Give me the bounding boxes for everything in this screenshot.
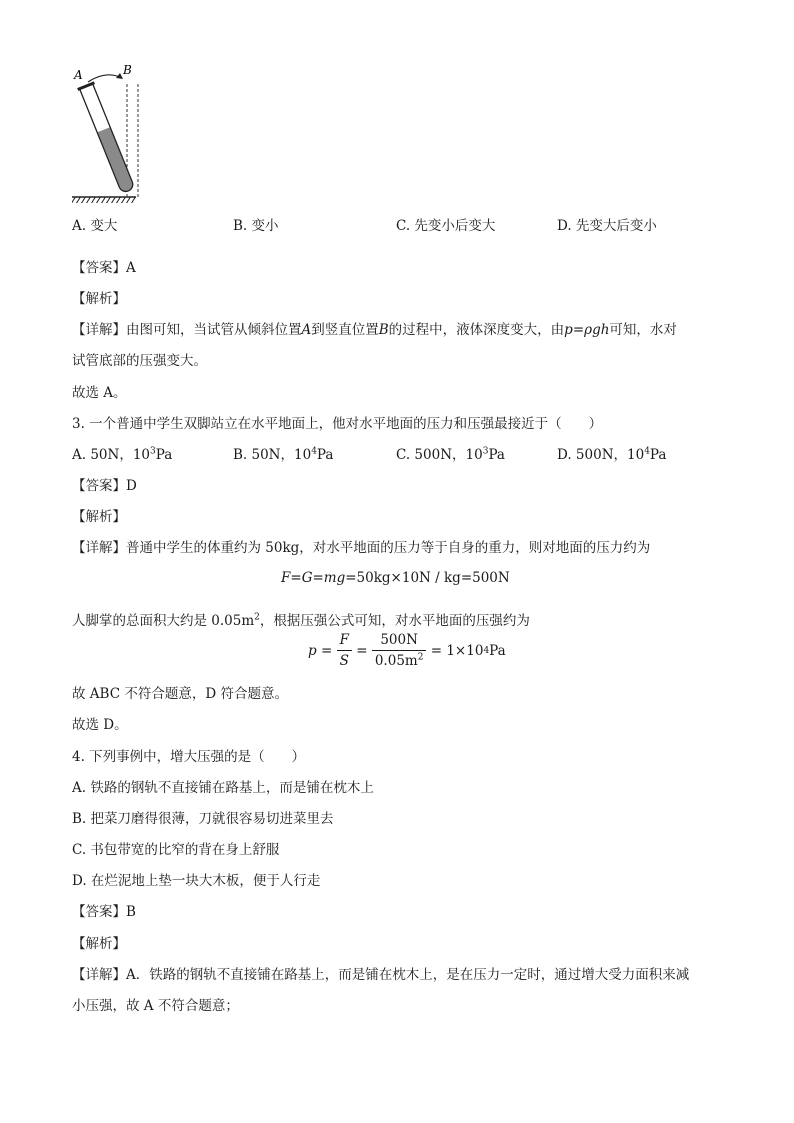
test-tube-figure <box>66 60 166 210</box>
q2-option-d: D. 先变大后变小 <box>557 218 657 234</box>
q2-detail-line-1: 【详解】由图可知，当试管从倾斜位置A到竖直位置B的过程中，液体深度变大，由p=ρgh可知，水对 <box>72 322 677 338</box>
q4-option-d: D. 在烂泥地上垫一块大木板，便于人行走 <box>72 873 321 889</box>
q3-option-c: C. 500N，$10^3Pa$ <box>396 446 505 463</box>
q4-question: 4. 下列事例中，增大压强的是（ ） <box>72 749 306 765</box>
q3-option-a: A. 50N，$10^3Pa$ <box>72 446 173 463</box>
q3-formula-pressure: p = $\frac{F}{S}$ = $\frac{500N}{0.05m^2}$ = 1×10 4 Pa <box>308 632 506 669</box>
q4-option-b: B. 把菜刀磨得很薄，刀就很容易切进菜里去 <box>72 811 334 827</box>
rotation-arrow <box>88 75 122 82</box>
q3-conclusion: 故选 D。 <box>72 717 128 733</box>
q2-option-c: C. 先变小后变大 <box>396 218 496 234</box>
q3-detail-line-3: 故 ABC 不符合题意，D 符合题意。 <box>72 686 288 702</box>
tilted-tube <box>78 83 137 195</box>
q2-detail-line-2: 试管底部的压强变大。 <box>72 353 207 369</box>
q2-option-a: A. 变大 <box>72 218 118 234</box>
label-b: B <box>123 63 132 77</box>
q2-option-b: B. 变小 <box>233 218 279 234</box>
q3-answer: 【答案】D <box>72 478 137 494</box>
q3-detail-line-1: 【详解】普通中学生的体重约为 50kg，对水平地面的压力等于自身的重力，则对地面的压力约为 <box>72 540 651 556</box>
q4-detail-line-2: 小压强，故 A 不符合题意； <box>72 998 239 1014</box>
q3-analysis: 【解析】 <box>72 509 126 525</box>
q2-analysis: 【解析】 <box>72 291 126 307</box>
label-a: A <box>74 68 83 82</box>
q4-option-c: C. 书包带宽的比窄的背在身上舒服 <box>72 842 280 858</box>
q3-question: 3. 一个普通中学生双脚站立在水平地面上，他对水平地面的压力和压强最接近于（ ） <box>72 416 603 432</box>
q4-option-a: A. 铁路的钢轨不直接铺在路基上，而是铺在枕木上 <box>72 780 374 796</box>
q4-answer: 【答案】B <box>72 904 136 920</box>
q3-option-b: B. 50N，$10^4Pa$ <box>233 446 334 463</box>
q2-conclusion: 故选 A。 <box>72 385 127 401</box>
q3-detail-line-2: 人脚掌的总面积大约是 $0.05m^2$，根据压强公式可知，对水平地面的压强约为 <box>72 612 530 629</box>
q3-formula-force: F=G=mg=50kg×10N / kg=500N <box>281 570 510 586</box>
ground-hatch <box>72 197 136 203</box>
q4-detail-line-1: 【详解】A．铁路的钢轨不直接铺在路基上，而是铺在枕木上，是在压力一定时，通过增大受力面积来减 <box>72 967 690 983</box>
q4-analysis: 【解析】 <box>72 936 126 952</box>
q3-option-d: D. 500N，$10^4Pa$ <box>557 446 667 463</box>
q2-answer: 【答案】A <box>72 260 136 276</box>
